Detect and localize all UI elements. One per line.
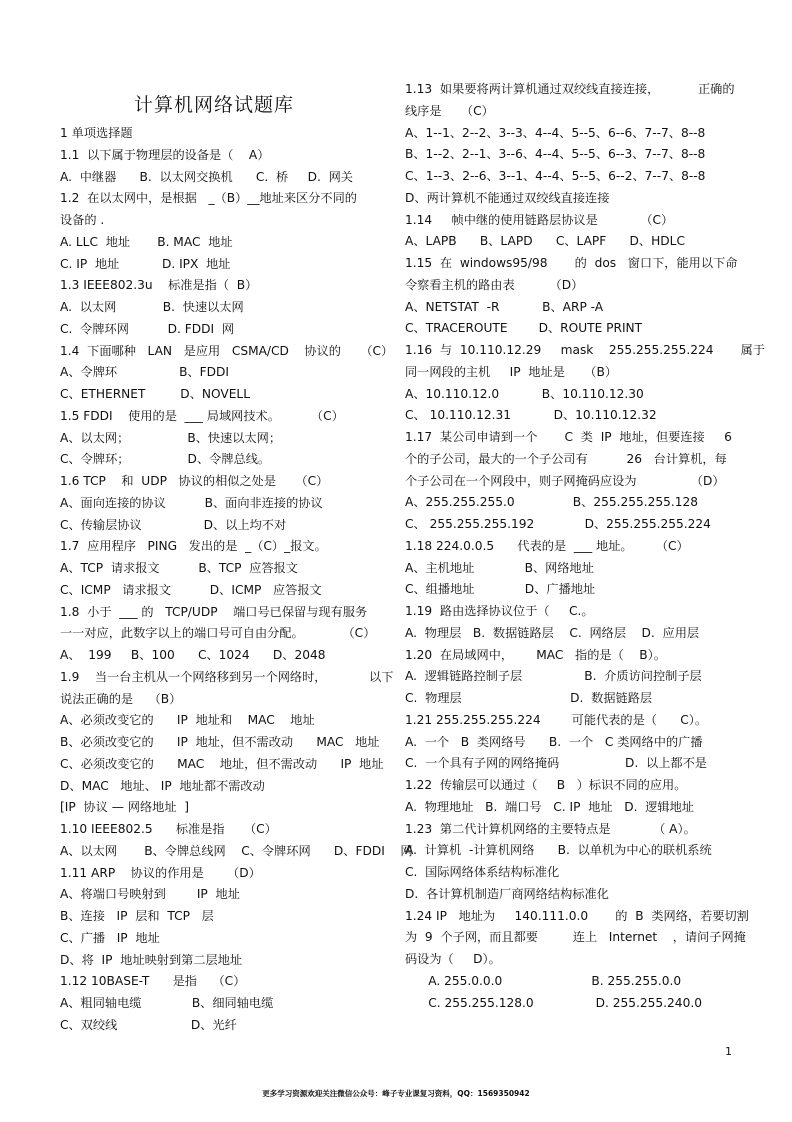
right-text-line: C、1--3、2--6、3--1、4--4、5--5、6--2、7--7、8--8: [405, 169, 706, 183]
left-text-line: A. LLC 地址 B. MAC 地址: [60, 234, 233, 249]
right-text-line: A. 255.0.0.0 B. 255.255.0.0: [405, 973, 682, 988]
right-text-line: 1.21 255.255.255.224 可能代表的是（ C）。: [405, 712, 708, 727]
right-text-line: 1.23 第二代计算机网络的主要特点是 （ A）。: [405, 821, 696, 836]
right-text-line: C、 255.255.255.192 D、255.255.255.224: [405, 517, 711, 531]
left-text-line: A、TCP 请求报文 B、TCP 应答报文: [60, 561, 298, 575]
right-text-line: 1.22 传输层可以通过（ B ）标识不同的应用。: [405, 778, 687, 792]
left-text-line: 1.2 在以太网中，是根据 _（B）__地址来区分不同的: [60, 191, 357, 206]
left-text-line: C、ICMP 请求报文 D、ICMP 应答报文: [60, 582, 322, 597]
right-text-line: 1.24 IP 地址为 140.111.0.0 的 B 类网络，若要切割: [405, 908, 749, 923]
left-text-line: 1.9 当一台主机从一个网络移到另一个网络时， 以下: [60, 669, 394, 684]
right-text-line: C、组播地址 D、广播地址: [405, 582, 596, 597]
right-text-line: 码设为（ D）。: [405, 952, 501, 966]
left-text-line: 1.3 IEEE802.3u 标准是指（ B）: [60, 278, 258, 293]
left-text-line: B、必须改变它的 IP 地址，但不需改动 MAC 地址: [60, 735, 380, 749]
left-text-line: B、连接 IP 层和 TCP 层: [60, 909, 214, 923]
right-text-line: A、主机地址 B、网络地址: [405, 560, 594, 575]
right-text-line: C、TRACEROUTE D、ROUTE PRINT: [405, 321, 643, 336]
left-text-line: C、令牌环； D、令牌总线。: [60, 452, 271, 467]
page-title: 计算机网络试题库: [134, 94, 295, 116]
left-text-line: 1.5 FDDI 使用的是 ___ 局域网技术。 （C）: [60, 408, 344, 423]
left-text-line: C、广播 IP 地址: [60, 930, 160, 945]
right-text-line: A. 物理地址 B. 端口号 C. IP 地址 D. 逻辑地址: [405, 799, 694, 814]
right-text-line: 1.14 帧中继的使用链路层协议是 （C）: [405, 212, 674, 227]
left-text-line: 1.8 小于 ___ 的 TCP/UDP 端口号已保留与现有服务: [60, 604, 368, 619]
right-text-line: 个子公司在一个网段中，则子网掩码应设为 （D）: [405, 473, 725, 488]
left-text-line: C、必须改变它的 MAC 地址，但不需改动 IP 地址: [60, 756, 384, 771]
left-text-line: A. 以太网 B. 快速以太网: [60, 300, 244, 314]
right-text-line: A、LAPB B、LAPD C、LAPF D、HDLC: [405, 234, 685, 249]
left-text-line: D、MAC 地址、 IP 地址都不需改动: [60, 778, 265, 793]
right-text-line: A、NETSTAT -R B、ARP -A: [405, 299, 604, 314]
right-text-line: 为 9 个子网，而且都要 连上 Internet ，请问子网掩: [405, 930, 746, 945]
left-text-line: A、 199 B、100 C、1024 D、2048: [60, 648, 326, 662]
right-text-line: 1.19 路由选择协议位于（ C.。: [405, 604, 594, 618]
left-text-line: 设备的 .: [60, 213, 105, 227]
right-text-line: B、1--2、2--1、3--6、4--4、5--5、6--3、7--7、8--8: [405, 147, 706, 162]
left-text-line: 1.10 IEEE802.5 标准是指 （C）: [60, 822, 277, 836]
left-text-line: C. 令牌环网 D. FDDI 网: [60, 321, 235, 336]
left-text-line: 1 单项选择题: [60, 126, 133, 140]
left-text-line: 说法正确的是 （B）: [60, 691, 182, 706]
right-text-line: A. 逻辑链路控制子层 B. 介质访问控制子层: [405, 669, 702, 684]
right-text-line: C. 一个具有子网的网络掩码 D. 以上都不是: [405, 756, 707, 771]
left-text-line: 1.1 以下属于物理层的设备是（ A）: [60, 147, 270, 162]
left-text-line: A、粗同轴电缆 B、细同轴电缆: [60, 996, 274, 1010]
right-text-line: 个的子公司，最大的一个子公司有 26 台计算机，每: [405, 451, 727, 466]
left-text-line: 1.6 TCP 和 UDP 协议的相似之处是 （C）: [60, 474, 329, 488]
left-text-line: A、必须改变它的 IP 地址和 MAC 地址: [60, 713, 315, 728]
left-text-line: 1.12 10BASE-T 是指 （C）: [60, 974, 246, 989]
right-text-line: A. 一个 B 类网络号 B. 一个 C 类网络中的广播: [405, 734, 703, 749]
left-text-line: A、将端口号映射到 IP 地址: [60, 887, 240, 902]
left-text-line: A、以太网 B、令牌总线网 C、令牌环网 D、FDDI 网: [60, 843, 413, 858]
left-text-line: A、令牌环 B、FDDI: [60, 365, 229, 380]
left-text-line: [IP 协议 — 网络地址 ]: [60, 800, 190, 815]
left-text-line: 一一对应，此数字以上的端口号可自由分配。 （C）: [60, 626, 376, 641]
left-text-line: 1.11 ARP 协议的作用是 （D）: [60, 865, 261, 880]
right-text-line: C. 物理层 D. 数据链路层: [405, 691, 653, 705]
left-text-line: A. 中继器 B. 以太网交换机 C. 桥 D. 网关: [60, 169, 353, 184]
right-text-line: 令察看主机的路由表 （D）: [405, 277, 584, 292]
right-text-line: A、255.255.255.0 B、255.255.255.128: [405, 495, 699, 510]
right-text-line: 1.15 在 windows95/98 的 dos 窗口下，能用以下命: [405, 256, 738, 270]
right-text-line: 线序是 （C）: [405, 103, 494, 118]
right-text-line: C. 国际网络体系结构标准化: [405, 865, 560, 879]
right-text-line: A. 计算机 -计算机网络 B. 以单机为中心的联机系统: [405, 843, 712, 858]
left-text-line: C、传输层协议 D、以上均不对: [60, 517, 287, 532]
left-text-line: C、双绞线 D、光纤: [60, 1017, 237, 1032]
left-text-line: A、面向连接的协议 B、面向非连接的协议: [60, 495, 323, 510]
left-text-line: 1.7 应用程序 PING 发出的是 _（C）_报文。: [60, 539, 327, 554]
page-number: 1: [725, 1045, 732, 1058]
right-text-line: 1.17 某公司申请到一个 C 类 IP 地址，但要连接 6: [405, 430, 732, 444]
right-text-line: 1.13 如果要将两计算机通过双绞线直接连接， 正确的: [405, 82, 735, 96]
right-text-line: C、 10.110.12.31 D、10.110.12.32: [405, 408, 657, 423]
left-text-line: C、ETHERNET D、NOVELL: [60, 387, 250, 401]
right-text-line: A、1--1、2--2、3--3、4--4、5--5、6--6、7--7、8--8: [405, 125, 706, 140]
right-text-line: 1.20 在局域网中， MAC 指的是（ B）。: [405, 647, 666, 662]
left-text-line: A、以太网； B、快速以太网；: [60, 430, 282, 445]
left-text-line: D、将 IP 地址映射到第二层地址: [60, 952, 243, 967]
right-text-line: 1.18 224.0.0.5 代表的是 ___ 地址。 （C）: [405, 538, 689, 553]
right-text-line: D、两计算机不能通过双绞线直接连接: [405, 190, 610, 205]
left-text-line: 1.4 下面哪种 LAN 是应用 CSMA/CD 协议的 （C）: [60, 343, 394, 358]
footer-note: 更多学习资源欢迎关注微信公众号：峰子专业课复习资料，QQ：1569350942: [262, 1089, 530, 1098]
right-text-line: A、10.110.12.0 B、10.110.12.30: [405, 386, 644, 401]
left-text-line: C. IP 地址 D. IPX 地址: [60, 256, 231, 271]
right-text-line: D. 各计算机制造厂商网络结构标准化: [405, 886, 609, 901]
right-text-line: 同一网段的主机 IP 地址是 （B）: [405, 364, 618, 379]
right-text-line: 1.16 与 10.110.12.29 mask 255.255.255.224 属于: [405, 343, 766, 357]
right-text-line: C. 255.255.128.0 D. 255.255.240.0: [405, 995, 702, 1010]
right-text-line: A. 物理层 B. 数据链路层 C. 网络层 D. 应用层: [405, 625, 700, 640]
